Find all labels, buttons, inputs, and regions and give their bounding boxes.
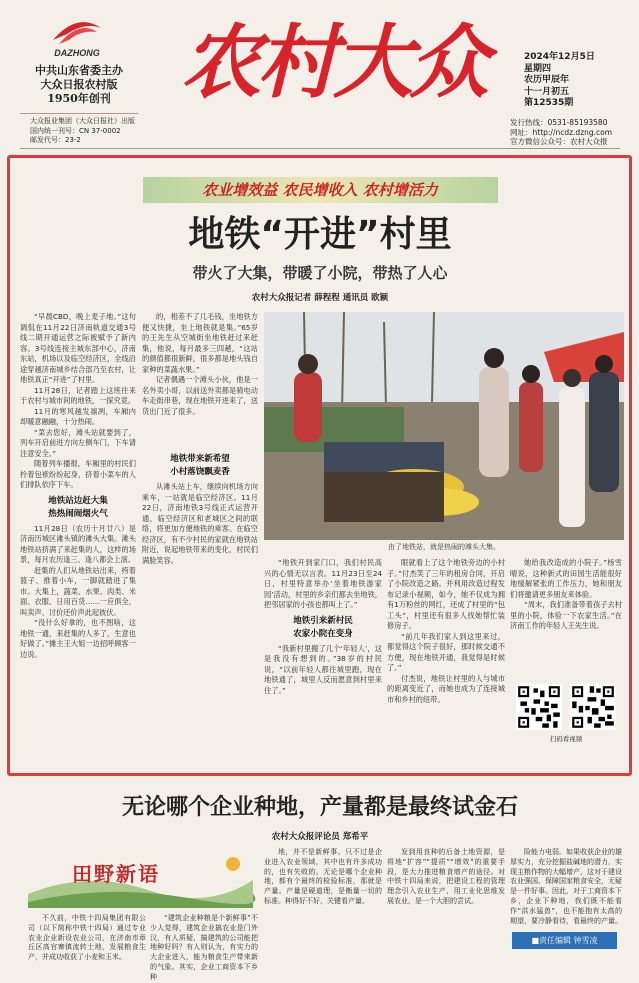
pub-line-1: 大众报业集团（大众日报社）出版 [30,117,135,125]
commentary-byline: 农村大众报评论员 郑希平 [271,832,369,842]
paragraph: “地铁开到家门口，我们村民高兴的心情无以言表。11月23日至24日，村里特意举办‘坐着地铁游家园’活动，村里的乡亲们都去坐地铁，把邻居家的小孩也都叫上了。” [264,558,382,609]
qr-code-icon [570,684,616,730]
qr-code-icon [516,684,562,730]
paragraph: 发到用良种的后备土地资源，是将地“扩容”“提质”“增效”的重要手段，是大力推进粮食增产的途径。对中铁十四局来说，把建设工程的管理理念引入农业生产，用工业化思维发展农业，是一个大胆的尝试。 [387,848,505,905]
contact-block [510,118,612,147]
paragraph: 不久前，中铁十四局集团有限公司（以下简称中铁十四局）通过专业农业企业新设农业公司，在济南市章丘区高官寨镇流转土地，发展粮食生产，并成功收获了小麦和玉米。 [28,914,146,962]
market-photo [264,312,624,540]
section-subtitle: 热热闹闹烟火气 [48,508,108,519]
article-column-1 [20,312,136,767]
date: 2024年12月5日 [524,52,595,62]
paragraph: “早晨CBD，晚上麦子地。”这句调侃在11月22日济南轨道交通3号线二期开通运营之际被赋予了新内容。3号线连接主城东部中心，济南东站，机场以及临空经济区，全线沿途穿越济南城乡结合部乃至农村，让地铁真正“开进”了村里。 [20,312,136,384]
commentary-column-1 [28,914,146,962]
org-line-1: 中共山东省委主办 [35,64,123,77]
qr-label: 扫码看视频 [549,735,583,743]
commentary-column-5 [510,848,622,928]
paragraph: 11月28日（农历十月廿八）是济南历城区滩头镇的滩头大集。滩头地铁站挤满了来赶集的人，这样的场景，每月农历逢三、逢八都会上演。 [20,523,136,564]
paragraph: 的，相差不了几毛钱，坐地铁方便又快捷，坐上地铁就是集。”65岁的王先生从空城街坐地铁赶过来赶集，他说，每月最多三四趟，“这站的颜值都很新鲜，很多都是地头钱自家种的菜蔬水果。” [142,312,258,374]
article-column-4 [387,558,505,767]
editor-credit: ■责任编辑 钟雪凌 [512,932,617,949]
paragraph: 付杰说，地铁让村里的人与城市的距离变近了，而她也成为了连接城市和乡村的纽带。 [387,673,505,704]
issue-number: 第12535期 [524,98,574,108]
pub-line-3: 邮发代号：23-2 [30,136,81,144]
website: 网址：http://ncdz.dzng.com [510,127,613,137]
wechat: 官方微信公众号：农村大众报 [510,137,608,146]
paragraph: “菜去您好，滩头站就要到了，列车开启前进方向左侧车门，下车请注意安全。” [20,427,136,458]
date-block [524,52,595,110]
organizer-block [20,64,138,106]
publisher-info [30,117,150,146]
qr-code-right[interactable] [570,684,616,734]
qr-code-left[interactable] [516,684,562,734]
section-subtitle: 地铁站边赶大集 [48,495,108,506]
section-subtitle: 小村落饶飘麦香 [170,467,230,477]
article-column-2 [142,312,258,767]
paragraph: “周末，我们准备带着孩子去村里的小院，体验一下农家生活。”在济南工作的年轻人王先生说。 [510,600,622,630]
newspaper-title: 农村大众 [181,15,485,109]
paragraph: “前几年我们家人到这里来过，都觉得这个院子很好，那时候交通不方便，现在地铁开通，我觉得是时候了。” [387,631,505,672]
divider [20,113,138,114]
commentary-headline: 无论哪个企业种地，产量都是最终试金石 [121,795,518,820]
paragraph: 记者偶遇一个滩头小伙，他是一名外卖小哥，以前送外卖都是骑电动车走街串巷，现在地铁开进来了，送货出门近了很多。 [142,375,258,416]
banner-slogan: 农业增效益 农民增收入 农村增活力 [202,181,438,199]
phone: 发行热线：0531-85193580 [510,118,608,127]
weekday: 星期四 [524,63,552,74]
lunar-date: 十一月初五 [524,86,570,97]
paragraph: “没什么好拿的，也不图啥，这地铁一通，来赶集的人多了，生意也好做了。”摊主王大姐一边招呼顾客一边说。 [20,618,136,659]
pub-line-2: 国内统一刊号：CN 37-0002 [30,126,121,135]
paragraph: 地，并不是新鲜事。只不过是企业进入农业领域，其中也有许多成功的，也有失败的。无论是哪个企业种地，都有个最终的检验标准，那就是产量。产量是硬道理，是衡量一切的标准。种得好不好，关键看产量。 [264,848,382,905]
paragraph: 11月的寒风越发凛冽，车厢内却暖意融融，十分热闹。 [20,406,136,426]
lunar-year: 农历甲辰年 [524,75,570,85]
column-name: 田野新语 [72,862,160,886]
section-subtitle: 地铁带来新希望 [170,454,230,464]
paragraph: 随着列车播报，车厢里的村民们拎着包袱纷纷起身，挤着小菜车的人们排队依序下车。 [20,459,136,489]
logo-text: DAZHONG [54,48,100,58]
paragraph: 险能力电弱。如果收获企业的雄厚实力，充分挖掘盐碱地的潜力，实现主粮作物的大幅增产，这对于建设农业强国、保障国家粮食安全，无疑是一件好事。因此，对于工商资本下乡，企业下种地，我们既不能看作“洪水猛兽”，也不能抱有太高的期望，要冷静看待，看最终的产量。 [510,848,622,925]
masthead-divider [20,148,620,149]
article-column-3 [264,558,382,767]
commentary-column-4 [387,848,505,960]
org-line-3: 1950年创刊 [47,92,111,105]
paragraph: 11月28日，记者踏上这班往来于农村与城市间的地铁，一探究竟。 [20,385,136,405]
commentary-column-3 [264,848,382,960]
paragraph: 赶集的人们从地铁站出来，挎着篮子、推着小车，一脚就踏进了集市。大集上，蔬菜、水果、肉类、米面、衣服、日用百货……一应俱全，叫卖声、讨价还价声此起彼伏。 [20,565,136,617]
org-line-2: 大众日报农村版 [40,78,118,91]
commentary-column-2 [150,914,258,981]
dazhong-logo [45,10,109,60]
lead-headline: 地铁“开进”村里 [188,214,452,255]
paragraph: 她给我改造成的小院子。”杨雪晴说，这种新式的田园生活能很好地缓解紧张的工作压力，她和朋友们将邀请更多朋友来体验。 [510,558,622,599]
article-column-5 [510,558,622,676]
paragraph: 从滩头站上车，继续向机场方向乘车，一站就是临空经济区。11月22日，济南地铁3号线正式运营开通，临空经济区和老城区之间的联络，将更加方便地铁的乘客。在临空经济区，有不少村民的家就在地铁站附近，说起地铁带来的变化，村民们满脸笑容。 [142,482,258,565]
section-subtitle: 农家小院在变身 [293,628,353,639]
lead-subheadline: 带火了大集，带暖了小院，带热了人心 [192,264,448,282]
photo-caption: 由了地铁站，就是热闹的滩头大集。 [388,543,500,551]
section-subtitle: 地铁引来新村民 [293,615,353,626]
paragraph: “建筑企业种粮是个新鲜事”不少人觉得，建筑企业搞农业是门外汉，有人质疑，搞建筑的公司能把地种好吗？有人则认为，有实力的大企业进入，能为粮食生产带来新的气象。其实，企业工商资本下乡种 [150,914,258,981]
paragraph: 眼就看上了这个地铁旁边的小村子。”付杰笑了三年的租房合同，开启了小院改造之路。并利用改造过程发布记录小视频，如今，她不仅成为拥有1万粉丝的网红，还成了村里的“包工头”，村里还有很多人找她帮忙装修房子。 [387,558,505,630]
paragraph: “我新村里搬了几个‘年轻人’，这是我没有想到的。”38岁的村民说，“以前年轻人都往城里跑，现在地铁通了，城里人反而愿意到村里来住了。” [264,643,382,695]
lead-byline: 农村大众报记者 薛程程 通讯员 欧颖 [251,293,389,303]
